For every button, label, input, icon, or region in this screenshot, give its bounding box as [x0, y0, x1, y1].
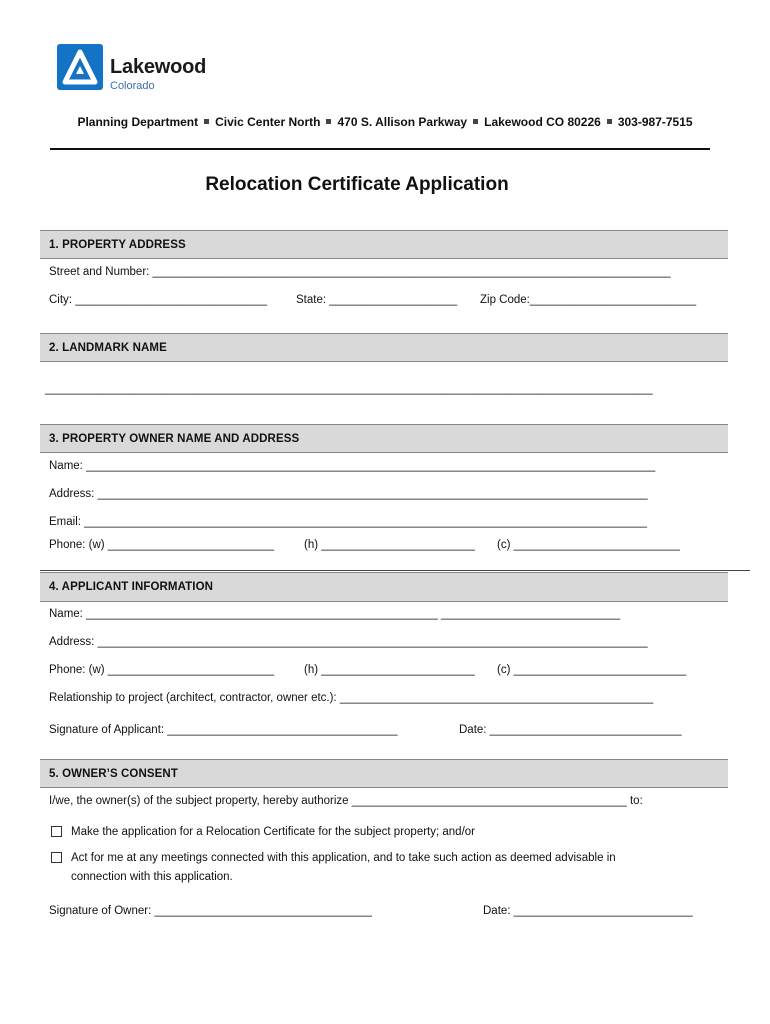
address-part-phone: 303-987-7515	[617, 115, 693, 129]
header-divider	[50, 148, 710, 150]
owner-phone-cell-field[interactable]: (c) __________________________	[497, 539, 680, 551]
act-for-me-checkbox[interactable]	[51, 852, 62, 863]
owner-authorize-field[interactable]: I/we, the owner(s) of the subject property, hereby authorize ___________________________________________ to:	[49, 795, 643, 807]
logo-subtitle: Colorado	[110, 80, 155, 92]
act-for-me-label-line1: Act for me at any meetings connected with this application, and to take such action as deemed advisable in	[71, 852, 616, 864]
lakewood-logo-icon	[57, 44, 103, 90]
section-4-top-rule	[40, 570, 750, 571]
owner-signature-field[interactable]: Signature of Owner: __________________________________	[49, 905, 372, 917]
owner-email-field[interactable]: Email: ________________________________________________________________________________________	[49, 516, 647, 528]
applicant-phone-cell-field[interactable]: (c) ___________________________	[497, 664, 687, 676]
address-part-street: 470 S. Allison Parkway	[337, 115, 468, 129]
department-address-line	[0, 115, 770, 129]
owner-date-field[interactable]: Date: ____________________________	[483, 905, 693, 917]
applicant-phone-work-field[interactable]: Phone: (w) __________________________	[49, 664, 275, 676]
address-part-building: Civic Center North	[215, 115, 321, 129]
bullet-separator-icon	[326, 119, 331, 124]
section-2-header	[40, 333, 728, 362]
page-title: Relocation Certificate Application	[205, 174, 509, 195]
section-4-header	[40, 572, 728, 602]
owner-address-field[interactable]: Address: ______________________________________________________________________________________	[49, 488, 648, 500]
state-field[interactable]: State: ____________________	[296, 294, 458, 306]
address-part-city: Lakewood CO 80226	[484, 115, 601, 129]
logo-name: Lakewood	[110, 56, 207, 78]
applicant-phone-home-field[interactable]: (h) ________________________	[304, 664, 475, 676]
owner-phone-work-field[interactable]: Phone: (w) __________________________	[49, 539, 275, 551]
section-5-header	[40, 759, 728, 788]
relationship-to-project-field[interactable]: Relationship to project (architect, contractor, owner etc.): _________________________________________________	[49, 692, 654, 704]
applicant-name-field[interactable]: Name: _______________________________________________________ ____________________________	[49, 608, 621, 620]
owner-name-field[interactable]: Name: _________________________________________________________________________________________	[49, 460, 656, 472]
bullet-separator-icon	[607, 119, 612, 124]
address-part-department: Planning Department	[77, 115, 199, 129]
section-3-heading: 3. PROPERTY OWNER NAME AND ADDRESS	[49, 433, 300, 445]
zip-code-field[interactable]: Zip Code:__________________________	[480, 294, 697, 306]
bullet-separator-icon	[473, 119, 478, 124]
city-field[interactable]: City: ______________________________	[49, 294, 268, 306]
applicant-date-field[interactable]: Date: ______________________________	[459, 724, 682, 736]
applicant-signature-field[interactable]: Signature of Applicant: ____________________________________	[49, 724, 398, 736]
lakewood-logo-mark	[57, 44, 103, 90]
make-application-label: Make the application for a Relocation Certificate for the subject property; and/or	[71, 826, 475, 838]
section-1-heading: 1. PROPERTY ADDRESS	[49, 239, 186, 251]
section-2-heading: 2. LANDMARK NAME	[49, 342, 167, 354]
section-1-header	[40, 230, 728, 259]
owner-phone-home-field[interactable]: (h) ________________________	[304, 539, 475, 551]
make-application-checkbox[interactable]	[51, 826, 62, 837]
applicant-address-field[interactable]: Address: ______________________________________________________________________________________	[49, 636, 648, 648]
bullet-separator-icon	[204, 119, 209, 124]
section-3-header	[40, 424, 728, 453]
landmark-name-field[interactable]: _______________________________________________________________________________________________	[45, 383, 653, 395]
act-for-me-label-line2: connection with this application.	[71, 871, 233, 883]
section-4-heading: 4. APPLICANT INFORMATION	[49, 581, 214, 593]
section-5-heading: 5. OWNER’S CONSENT	[49, 768, 178, 780]
street-number-field[interactable]: Street and Number: _________________________________________________________________________________	[49, 266, 671, 278]
